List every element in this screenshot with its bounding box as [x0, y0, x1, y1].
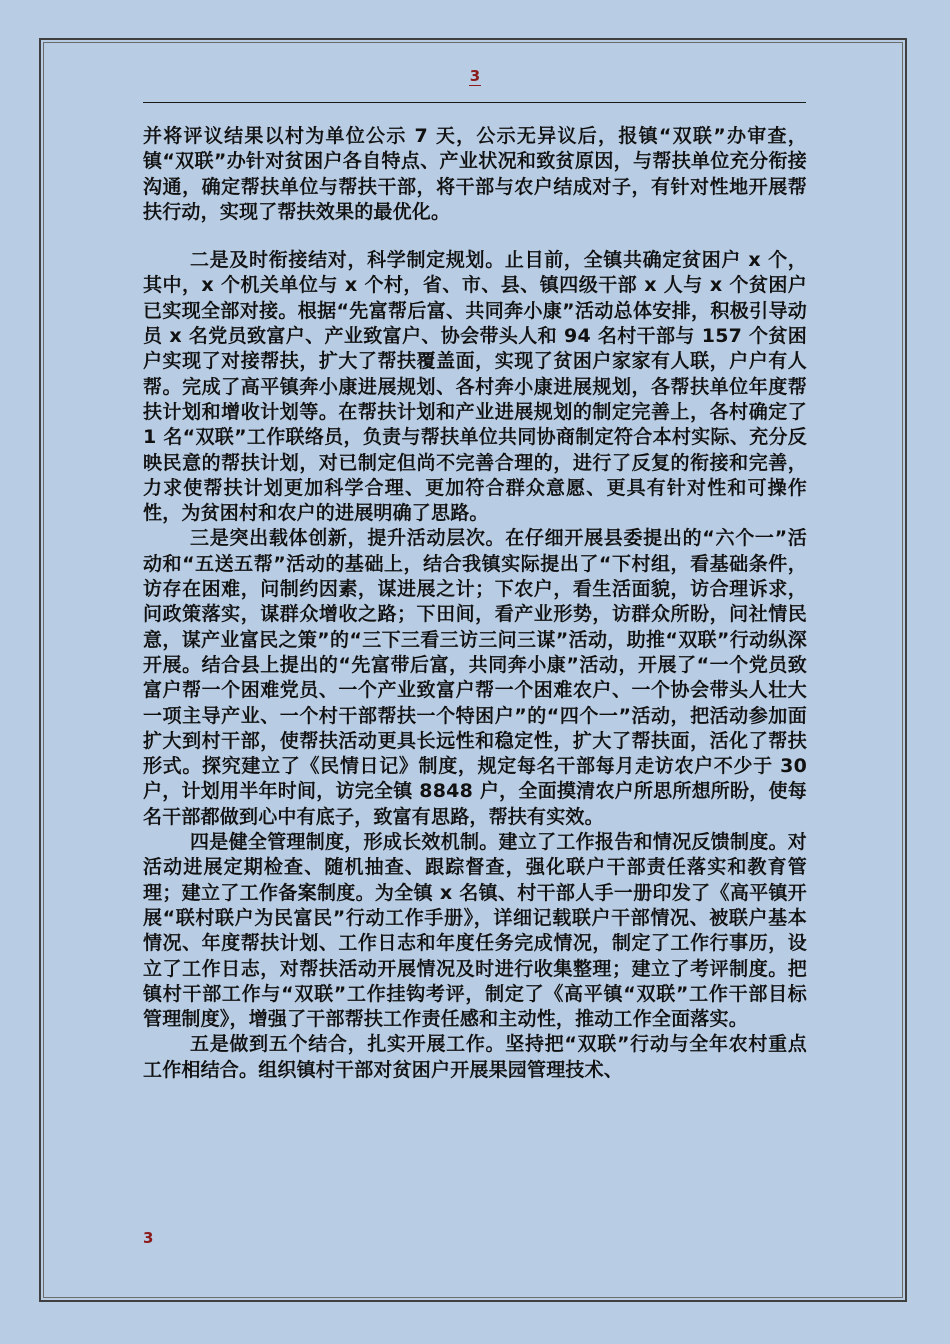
- paragraph-four: 四是健全管理制度，形成长效机制。建立了工作报告和情况反馈制度。对活动进展定期检查、随机抽查、跟踪督查，强化联户干部责任落实和教育管理；建立了工作备案制度。为全镇 x 名镇、村干部人手一册印发了《高平镇开展“联村联户为民富民”行动工作手册》，详细记载联户干部情况、被联户基本情况、年度帮扶计划、工作日志和年度任务完成情况，制定了工作行事历，设立了工作日志，对帮扶活动开展情况及时进行收集整理；建立了考评制度。把镇村干部工作与“双联”工作挂钩考评，制定了《高平镇“双联”工作干部目标管理制度》，增强了干部帮扶工作责任感和主动性，推动工作全面落实。: [143, 831, 807, 1031]
- paragraph-five: 五是做到五个结合，扎实开展工作。坚持把“双联”行动与全年农村重点工作相结合。组织镇村干部对贫困户开展果园管理技术、: [143, 1033, 807, 1081]
- paragraph-three: 三是突出载体创新，提升活动层次。在仔细开展县委提出的“六个一”活动和“五送五帮”活动的基础上，结合我镇实际提出了“下村组，看基础条件，访存在困难，问制约因素，谋进展之计；下农户，看生活面貌，访合理诉求，问政策落实，谋群众增收之路；下田间，看产业形势，访群众所盼，问社情民意，谋产业富民之策”的“三下三看三访三问三谋”活动，助推“双联”行动纵深开展。结合县上提出的“先富带后富，共同奔小康”活动，开展了“一个党员致富户帮一个困难党员、一个产业致富户帮一个困难农户、一个协会带头人壮大一项主导产业、一个村干部帮扶一个特困户”的“四个一”活动，把活动参加面扩大到村干部，使帮扶活动更具长远性和稳定性，扩大了帮扶面，活化了帮扶形式。探究建立了《民情日记》制度，规定每名干部每月走访农户不少于 30 户，计划用半年时间，访完全镇 8848 户，全面摸清农户所思所想所盼，使每名干部都做到心中有底子，致富有思路，帮扶有实效。: [143, 527, 807, 828]
- header-rule: [143, 102, 806, 103]
- document-body: [143, 124, 807, 1083]
- paragraph-continuation: 并将评议结果以村为单位公示 7 天，公示无异议后，报镇“双联”办审查，镇“双联”办针对贫困户各自特点、产业状况和致贫原因，与帮扶单位充分衔接沟通，确定帮扶单位与帮扶干部，将干部与农户结成对子，有针对性地开展帮扶行动，实现了帮扶效果的最优化。: [143, 125, 807, 223]
- paragraph-two: 二是及时衔接结对，科学制定规划。止目前，全镇共确定贫困户 x 个，其中，x 个机关单位与 x 个村，省、市、县、镇四级干部 x 人与 x 个贫困户已实现全部对接。根据“先富帮后富、共同奔小康”活动总体安排，积极引导动员 x 名党员致富户、产业致富户、协会带头人和 94 名村干部与 157 个贫困户实现了对接帮扶，扩大了帮扶覆盖面，实现了贫困户家家有人联，户户有人帮。完成了高平镇奔小康进展规划、各村奔小康进展规划，各帮扶单位年度帮扶计划和增收计划等。在帮扶计划和产业进展规划的制定完善上，各村确定了 1 名“双联”工作联络员，负责与帮扶单位共同协商制定符合本村实际、充分反映民意的帮扶计划，对已制定但尚不完善合理的，进行了反复的衔接和完善，力求使帮扶计划更加科学合理、更加符合群众意愿、更具有针对性和可操作性，为贫困村和农户的进展明确了思路。: [143, 249, 807, 525]
- header-page-number-text: 3: [469, 67, 481, 85]
- header-page-number: [0, 66, 950, 86]
- footer-page-number: 3: [143, 1229, 154, 1247]
